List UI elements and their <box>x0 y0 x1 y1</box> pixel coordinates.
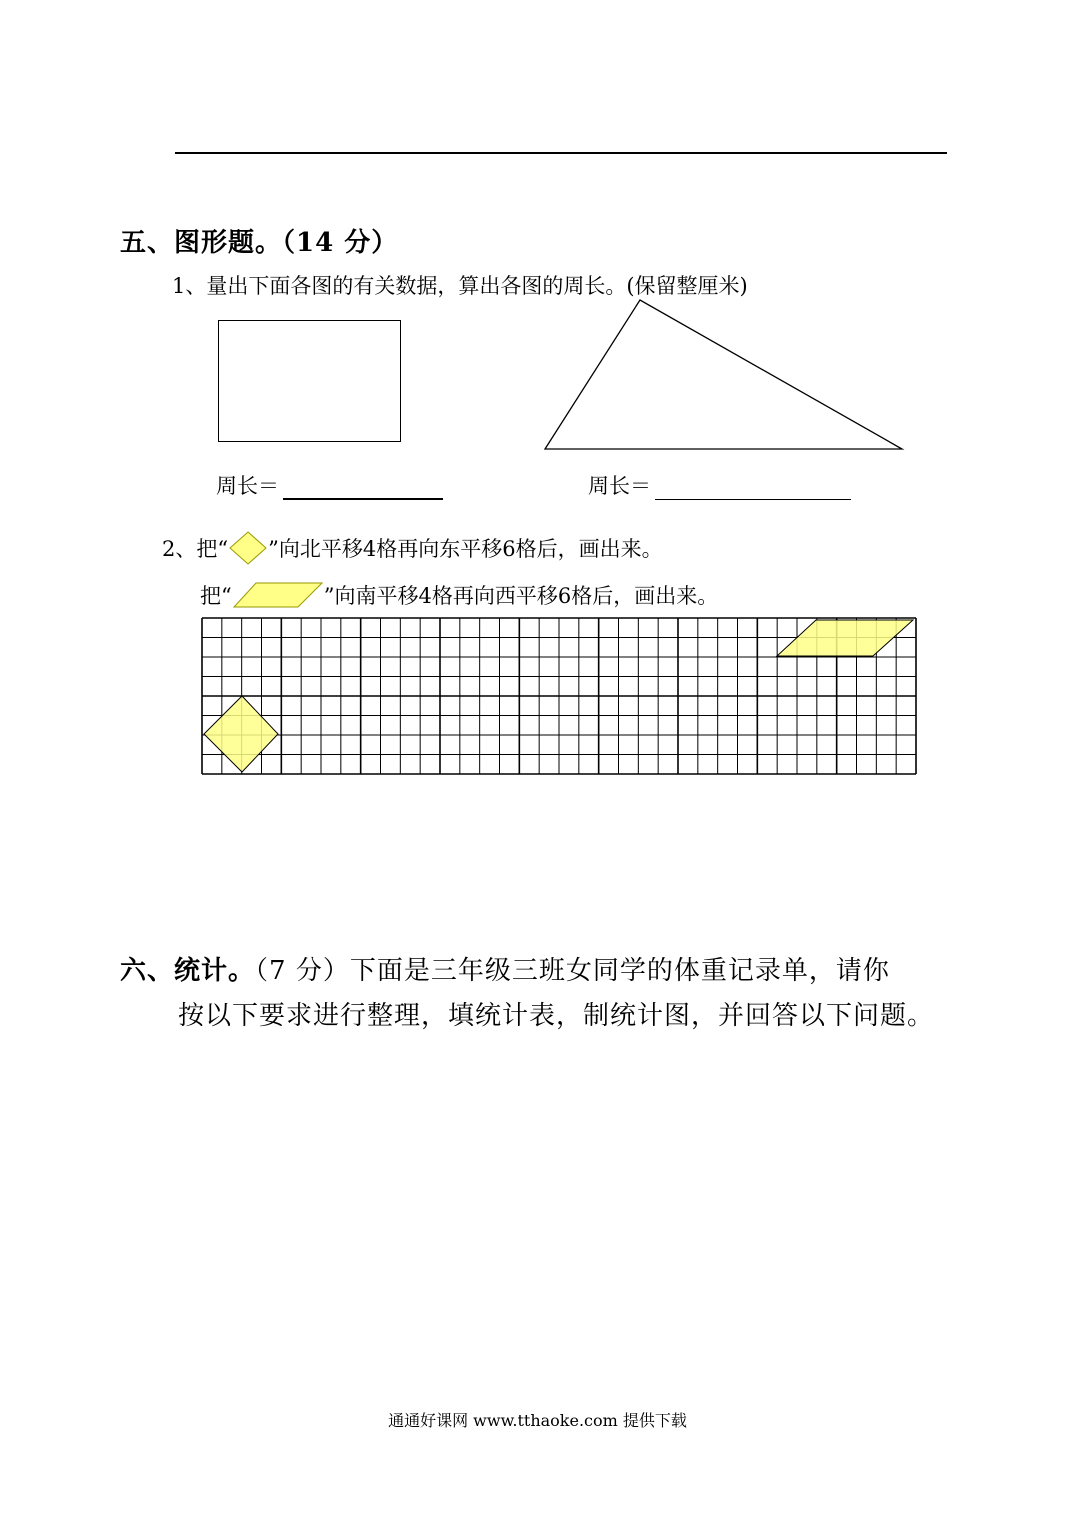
header-rule <box>175 152 947 154</box>
question-2-prefix: 2、把“ <box>162 537 229 561</box>
footer-text: 通通好课网 www.tthaoke.com 提供下载 <box>388 1411 687 1430</box>
answer-blank[interactable] <box>283 476 443 500</box>
section-6-description-line2: 按以下要求进行整理，填统计表，制统计图，并回答以下问题。 <box>178 1001 935 1031</box>
question-1-text: 1、量出下面各图的有关数据，算出各图的周长。(保留整厘米) <box>172 274 748 298</box>
question-3-text <box>200 580 718 610</box>
rectangle-figure <box>218 320 401 442</box>
question-2-suffix: ”向北平移4格再向东平移6格后，画出来。 <box>268 537 663 561</box>
square-shape <box>204 696 278 772</box>
perimeter-label: 周长＝ <box>216 474 279 498</box>
section-6-heading: 六、统计。 <box>120 956 256 986</box>
perimeter-answer-1 <box>216 470 443 500</box>
question-3-suffix: ”向南平移4格再向西平移6格后，画出来。 <box>323 584 719 608</box>
answer-blank[interactable] <box>655 477 851 500</box>
section-6-description: （7 分）下面是三年级三班女同学的体重记录单，请你 <box>255 956 890 986</box>
translation-grid[interactable] <box>200 616 920 778</box>
question-2-text <box>162 530 663 566</box>
question-3-prefix: 把“ <box>200 584 232 608</box>
triangle-figure <box>540 295 910 455</box>
perimeter-answer-2 <box>588 470 851 500</box>
perimeter-label: 周长＝ <box>588 474 651 498</box>
parallelogram-shape-icon <box>232 581 324 609</box>
square-shape-icon <box>228 530 268 566</box>
section-6-title <box>120 950 890 987</box>
section-5-title: 五、图形题。（14 分） <box>120 228 399 258</box>
